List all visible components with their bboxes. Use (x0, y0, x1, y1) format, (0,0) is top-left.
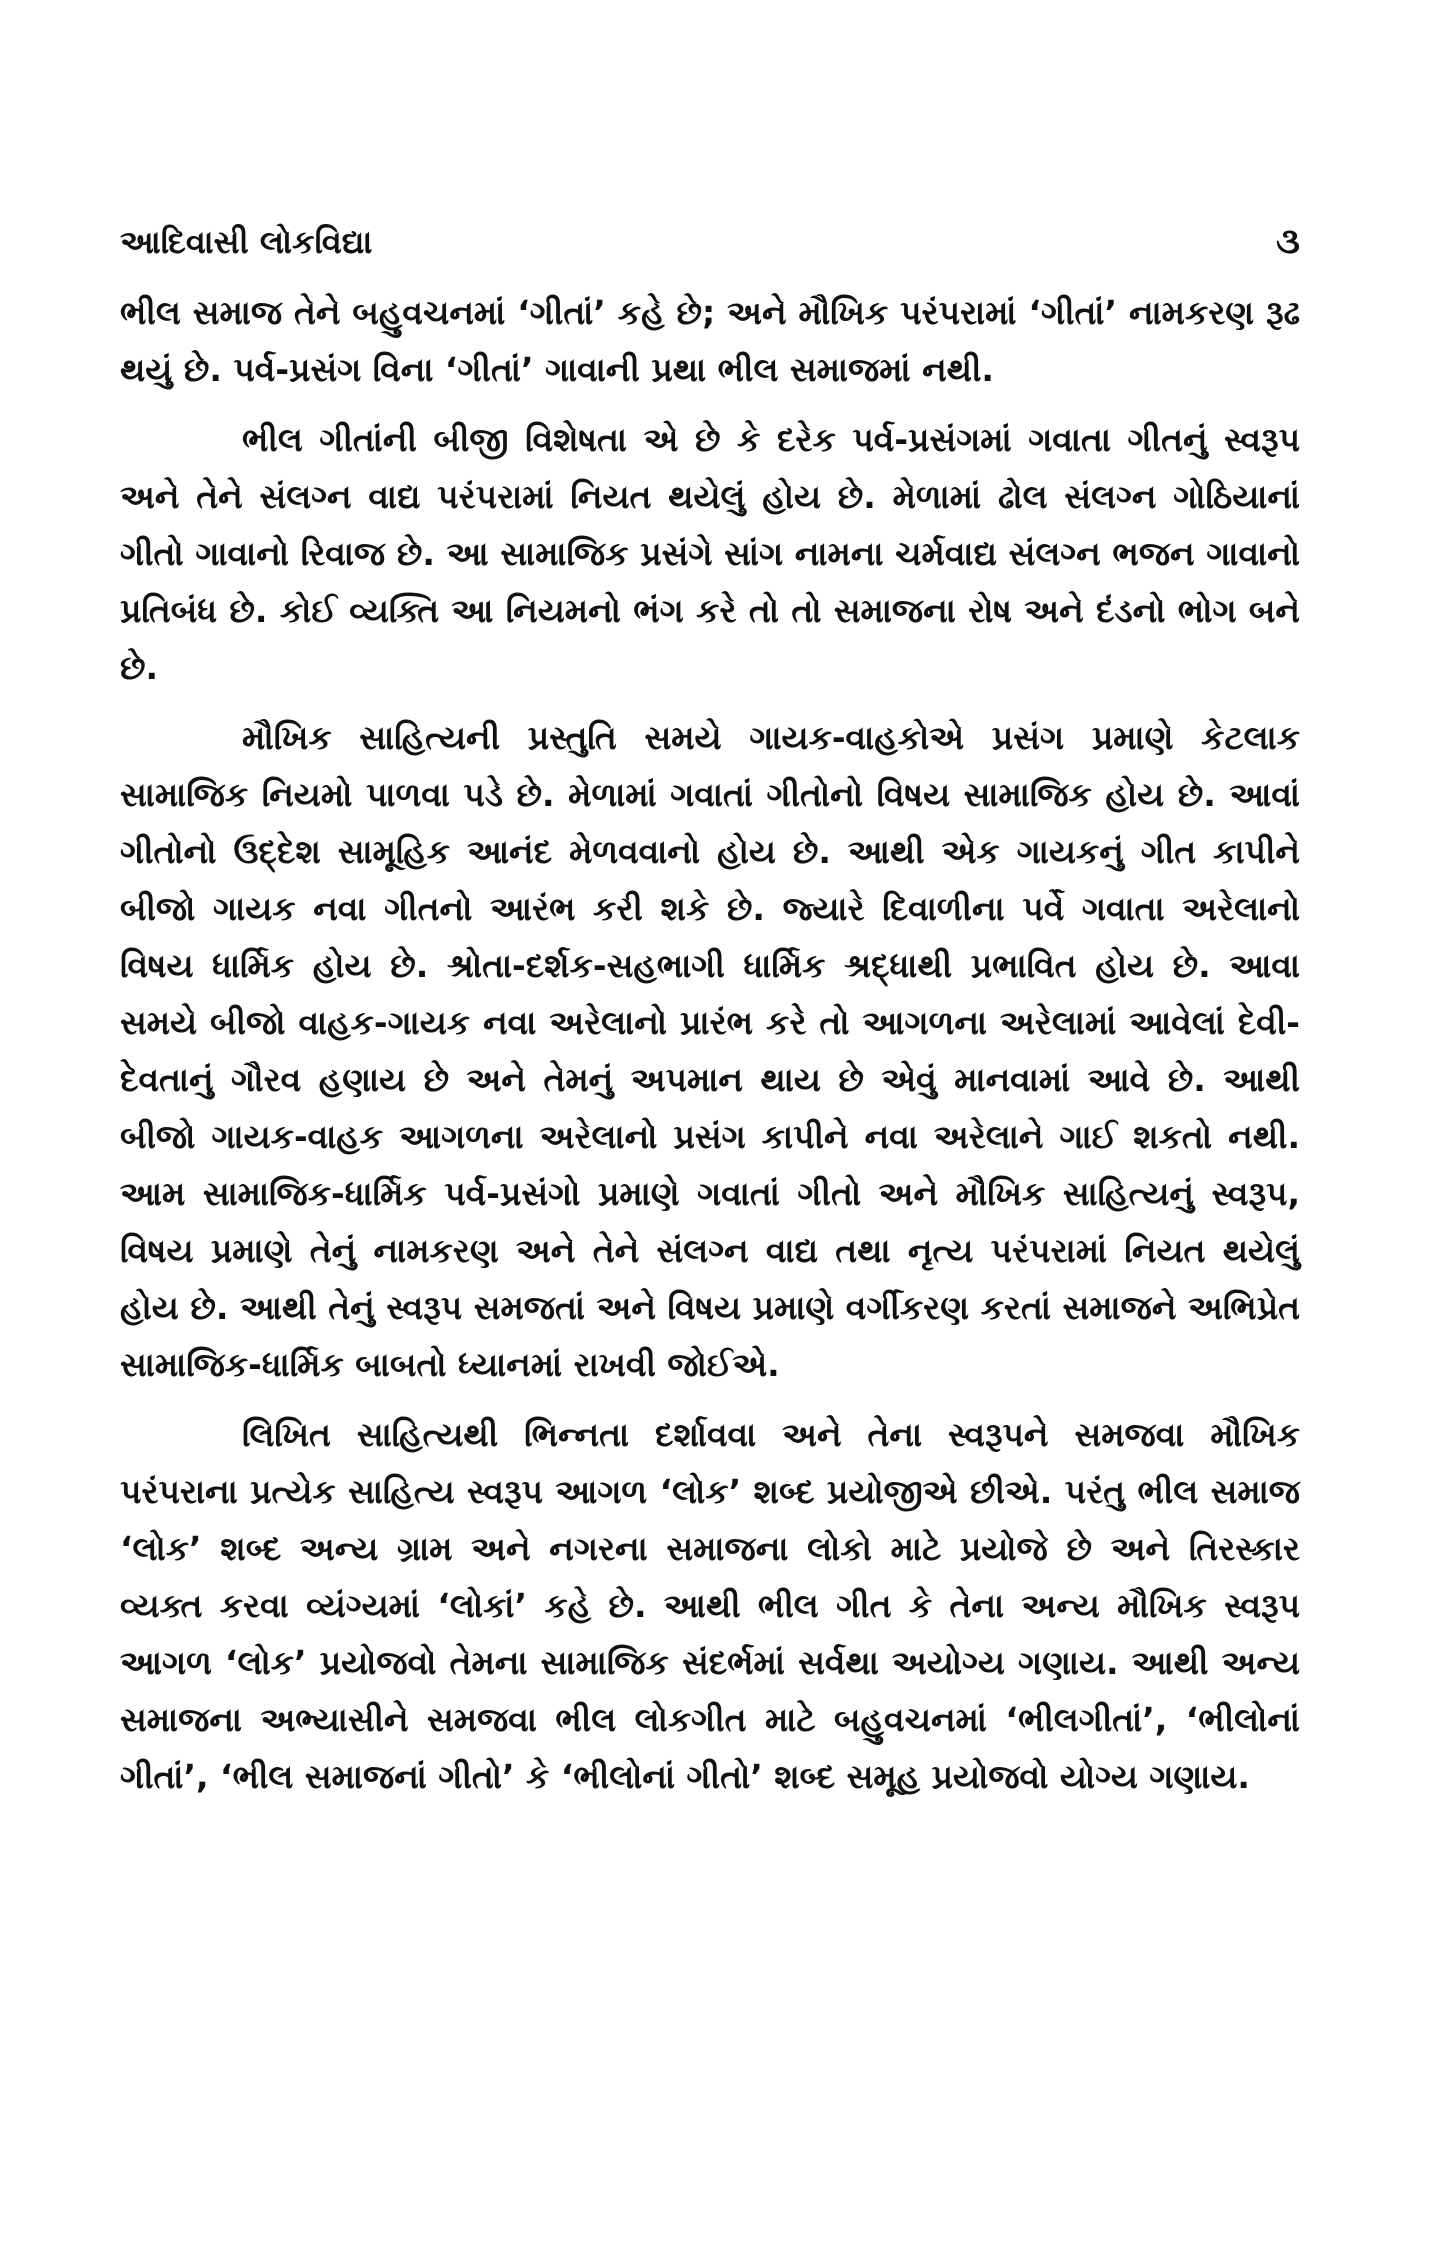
running-header-title: આદિવાસી લોકવિદ્યા (120, 223, 373, 261)
running-header (120, 222, 1300, 262)
paragraph-4: લિખિત સાહિત્યથી ભિન્નતા દર્શાવવા અને તેના સ્વરૂપને સમજવા મૌખિક પરંપરાના પ્રત્યેક સાહિત્ય સ્વરૂપ આગળ ‘લોક’ શબ્દ પ્રયોજીએ છીએ. પરંતુ ભીલ સમાજ ‘લોક’ શબ્દ અન્ય ગ્રામ અને નગરના સમાજના લોકો માટે પ્રયોજે છે અને તિરસ્કાર વ્યક્ત કરવા વ્યંગ્યમાં ‘લોકાં’ કહે છે. આથી ભીલ ગીત કે તેના અન્ય મૌખિક સ્વરૂપ આગળ ‘લોક’ પ્રયોજવો તેમના સામાજિક સંદર્ભમાં સર્વથા અયોગ્ય ગણાય. આથી અન્ય સમાજના અભ્યાસીને સમજવા ભીલ લોકગીત માટે બહુવચનમાં ‘ભીલગીતાં’, ‘ભીલોનાં ગીતાં’, ‘ભીલ સમાજનાં ગીતો’ કે ‘ભીલોનાં ગીતો’ શબ્દ સમૂહ પ્રયોજવો યોગ્ય ગણાય. (120, 1415, 1300, 1796)
book-page (120, 222, 1300, 1805)
paragraph-1: ભીલ સમાજ તેને બહુવચનમાં ‘ગીતાં’ કહે છે; અને મૌખિક પરંપરામાં ‘ગીતાં’ નામકરણ રૂઢ થયું છે. પર્વ-પ્રસંગ વિના ‘ગીતાં’ ગાવાની પ્રથા ભીલ સમાજમાં નથી. (120, 293, 1300, 389)
paragraph-2: ભીલ ગીતાંની બીજી વિશેષતા એ છે કે દરેક પર્વ-પ્રસંગમાં ગવાતા ગીતનું સ્વરૂપ અને તેને સંલગ્ન વાદ્ય પરંપરામાં નિયત થયેલું હોય છે. મેળામાં ઢોલ સંલગ્ન ગોઠિયાનાં ગીતો ગાવાનો રિવાજ છે. આ સામાજિક પ્રસંગે સાંગ નામના ચર્મવાદ્ય સંલગ્ન ભજન ગાવાનો પ્રતિબંધ છે. કોઈ વ્યક્તિ આ નિયમનો ભંગ કરે તો તો સમાજના રોષ અને દંડનો ભોગ બને છે. (120, 420, 1300, 687)
paragraph-3: મૌખિક સાહિત્યની પ્રસ્તુતિ સમયે ગાયક-વાહકોએ પ્રસંગ પ્રમાણે કેટલાક સામાજિક નિયમો પાળવા પડે છે. મેળામાં ગવાતાં ગીતોનો વિષય સામાજિક હોય છે. આવાં ગીતોનો ઉદ્દેશ સામૂહિક આનંદ મેળવવાનો હોય છે. આથી એક ગાયકનું ગીત કાપીને બીજો ગાયક નવા ગીતનો આરંભ કરી શકે છે. જ્યારે દિવાળીના પર્વે ગવાતા અરેલાનો વિષય ધાર્મિક હોય છે. શ્રોતા-દર્શક-સહભાગી ધાર્મિક શ્રદ્ધાથી પ્રભાવિત હોય છે. આવા સમયે બીજો વાહક-ગાયક નવા અરેલાનો પ્રારંભ કરે તો આગળના અરેલામાં આવેલાં દેવી-દેવતાનું ગૌરવ હણાય છે અને તેમનું અપમાન થાય છે એવું માનવામાં આવે છે. આથી બીજો ગાયક-વાહક આગળના અરેલાનો પ્રસંગ કાપીને નવા અરેલાને ગાઈ શકતો નથી. આમ સામાજિક-ધાર્મિક પર્વ-પ્રસંગો પ્રમાણે ગવાતાં ગીતો અને મૌખિક સાહિત્યનું સ્વરૂપ, વિષય પ્રમાણે તેનું નામકરણ અને તેને સંલગ્ન વાદ્ય તથા નૃત્ય પરંપરામાં નિયત થયેલું હોય છે. આથી તેનું સ્વરૂપ સમજતાં અને વિષય પ્રમાણે વર્ગીકરણ કરતાં સમાજને અભિપ્રેત સામાજિક-ધાર્મિક બાબતો ધ્યાનમાં રાખવી જોઈએ. (120, 718, 1300, 1384)
page-number: ૩ (1276, 221, 1300, 262)
